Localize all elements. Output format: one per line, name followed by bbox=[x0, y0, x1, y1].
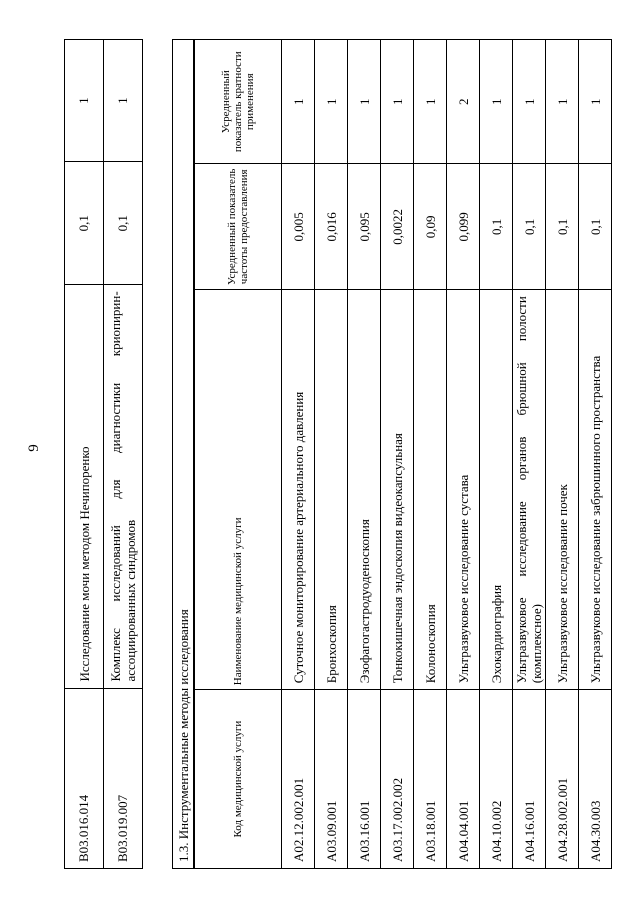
table-row bbox=[315, 40, 348, 869]
service-code: A04.30.003 bbox=[579, 690, 612, 869]
service-name: Исследование мочи методом Нечипоренко bbox=[65, 285, 104, 688]
multiplicity-value: 1 bbox=[414, 40, 447, 164]
multiplicity-value: 1 bbox=[104, 40, 143, 162]
service-code: A03.17.002.002 bbox=[381, 690, 414, 869]
multiplicity-value: 1 bbox=[282, 40, 315, 164]
table-row bbox=[381, 40, 414, 869]
multiplicity-value: 1 bbox=[65, 40, 104, 162]
service-name: Эзофагогастродуоденоскопия bbox=[348, 290, 381, 690]
service-name: Эхокардиография bbox=[480, 290, 513, 690]
multiplicity-value: 2 bbox=[447, 40, 480, 164]
table-row bbox=[513, 40, 546, 869]
service-name: Ультразвуковое исследование сустава bbox=[447, 290, 480, 690]
table-row bbox=[447, 40, 480, 869]
frequency-value: 0,095 bbox=[348, 164, 381, 290]
header-multiplicity: Усредненный показатель кратности применения bbox=[195, 40, 282, 164]
table-row bbox=[65, 40, 104, 869]
multiplicity-value: 1 bbox=[546, 40, 579, 164]
service-code: A04.16.001 bbox=[513, 690, 546, 869]
table-body bbox=[282, 40, 612, 869]
frequency-value: 0,1 bbox=[546, 164, 579, 290]
header-frequency: Усредненный показатель частоты предоставления bbox=[195, 164, 282, 290]
top-table bbox=[64, 39, 143, 869]
multiplicity-value: 1 bbox=[513, 40, 546, 164]
frequency-value: 0,1 bbox=[513, 164, 546, 290]
service-name: Тонкокишечная эндоскопия видеокапсульная bbox=[381, 290, 414, 690]
table-row bbox=[480, 40, 513, 869]
service-code: A03.09.001 bbox=[315, 690, 348, 869]
header-code: Код медицинской услуги bbox=[195, 690, 282, 869]
table-row bbox=[282, 40, 315, 869]
table-row bbox=[348, 40, 381, 869]
table-row bbox=[546, 40, 579, 869]
frequency-value: 0,099 bbox=[447, 164, 480, 290]
frequency-value: 0,1 bbox=[579, 164, 612, 290]
frequency-value: 0,0022 bbox=[381, 164, 414, 290]
service-code: A04.04.001 bbox=[447, 690, 480, 869]
frequency-value: 0,1 bbox=[480, 164, 513, 290]
frequency-value: 0,005 bbox=[282, 164, 315, 290]
service-code: A03.18.001 bbox=[414, 690, 447, 869]
service-name: Бронхоскопия bbox=[315, 290, 348, 690]
page-number: 9 bbox=[26, 444, 42, 452]
multiplicity-value: 1 bbox=[315, 40, 348, 164]
frequency-value: 0,1 bbox=[65, 162, 104, 285]
multiplicity-value: 1 bbox=[480, 40, 513, 164]
multiplicity-value: 1 bbox=[381, 40, 414, 164]
service-code: A04.10.002 bbox=[480, 690, 513, 869]
frequency-value: 0,09 bbox=[414, 164, 447, 290]
table-row bbox=[414, 40, 447, 869]
service-code: B03.019.007 bbox=[104, 688, 143, 868]
instrumental-methods-table bbox=[194, 39, 612, 869]
service-name: Ультразвуковое исследование органов брюшной полости (комплексное) bbox=[513, 290, 546, 690]
service-name: Ультразвуковое исследование почек bbox=[546, 290, 579, 690]
service-code: A04.28.002.001 bbox=[546, 690, 579, 869]
service-name: Суточное мониторирование артериального давления bbox=[282, 290, 315, 690]
multiplicity-value: 1 bbox=[579, 40, 612, 164]
table-row bbox=[579, 40, 612, 869]
frequency-value: 0,016 bbox=[315, 164, 348, 290]
header-name: Наименование медицинской услуги bbox=[195, 290, 282, 690]
service-name: Комплекс исследований для диагностики криопирин-ассоциированных синдромов bbox=[104, 285, 143, 688]
service-code: A02.12.002.001 bbox=[282, 690, 315, 869]
table-header-row bbox=[195, 40, 282, 869]
table-row bbox=[104, 40, 143, 869]
multiplicity-value: 1 bbox=[348, 40, 381, 164]
service-name: Ультразвуковое исследование забрюшинного пространства bbox=[579, 290, 612, 690]
service-name: Колоноскопия bbox=[414, 290, 447, 690]
frequency-value: 0,1 bbox=[104, 162, 143, 285]
section-title: 1.3. Инструментальные методы исследования bbox=[172, 39, 194, 869]
service-code: A03.16.001 bbox=[348, 690, 381, 869]
rotated-page bbox=[20, 23, 620, 883]
service-code: B03.016.014 bbox=[65, 688, 104, 868]
